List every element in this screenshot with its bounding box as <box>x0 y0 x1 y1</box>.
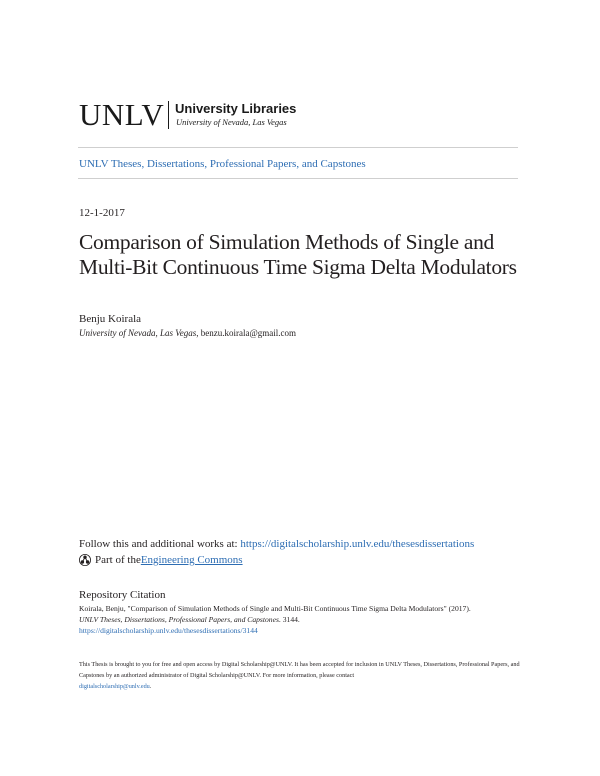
collection-link[interactable]: UNLV Theses, Dissertations, Professional Papers, and Capstones <box>79 158 366 170</box>
author-name: Benju Koirala <box>79 313 142 325</box>
access-notice <box>79 659 524 692</box>
collection-divider <box>78 178 518 179</box>
contact-email-link[interactable]: digitalscholarship@unlv.edu <box>79 683 150 690</box>
notice-text: This Thesis is brought to you for free and open access by Digital Scholarship@UNLV. It has been accepted for inclusion in UNLV Theses, Dissertations, Professional Papers, and Capstones by an authorized administrator of Digital Scholarship@UNLV. For more information, please contact <box>79 661 520 679</box>
citation-series: UNLV Theses, Dissertations, Professional Papers, and Capstones <box>79 615 279 624</box>
unlv-logo-wordmark: UNLV <box>79 97 165 132</box>
follow-prefix: Follow this and additional works at: <box>79 538 241 550</box>
citation-url-link[interactable]: https://digitalscholarship.unlv.edu/thesesdissertations/3144 <box>79 626 258 635</box>
citation-number: . 3144. <box>278 615 300 624</box>
notice-end: . <box>149 683 152 690</box>
collection-url-link[interactable]: https://digitalscholarship.unlv.edu/thesesdissertations <box>240 538 475 550</box>
part-of-line <box>79 553 243 567</box>
document-title: Comparison of Simulation Methods of Single and Multi-Bit Continuous Time Sigma Delta Modulators <box>79 230 517 279</box>
top-divider <box>78 147 518 148</box>
partof-prefix: Part of the <box>95 554 141 566</box>
author-affiliation <box>79 327 296 339</box>
publication-date: 12-1-2017 <box>79 207 125 219</box>
repository-citation-heading: Repository Citation <box>79 589 166 601</box>
network-commons-icon <box>79 554 91 566</box>
logo-divider <box>168 101 169 129</box>
libraries-subtitle: University of Nevada, Las Vegas <box>176 117 287 127</box>
affiliation-institution: University of Nevada, Las Vegas <box>79 328 197 338</box>
libraries-title: University Libraries <box>175 101 297 116</box>
citation-text: Koirala, Benju, "Comparison of Simulation Methods of Single and Multi-Bit Continuous Time Sigma Delta Modulators" (2017). <box>79 604 471 613</box>
citation-body <box>79 603 519 636</box>
engineering-commons-link[interactable]: Engineering Commons <box>140 554 243 566</box>
follow-line <box>79 537 474 551</box>
affiliation-email: , benzu.koirala@gmail.com <box>196 328 297 338</box>
